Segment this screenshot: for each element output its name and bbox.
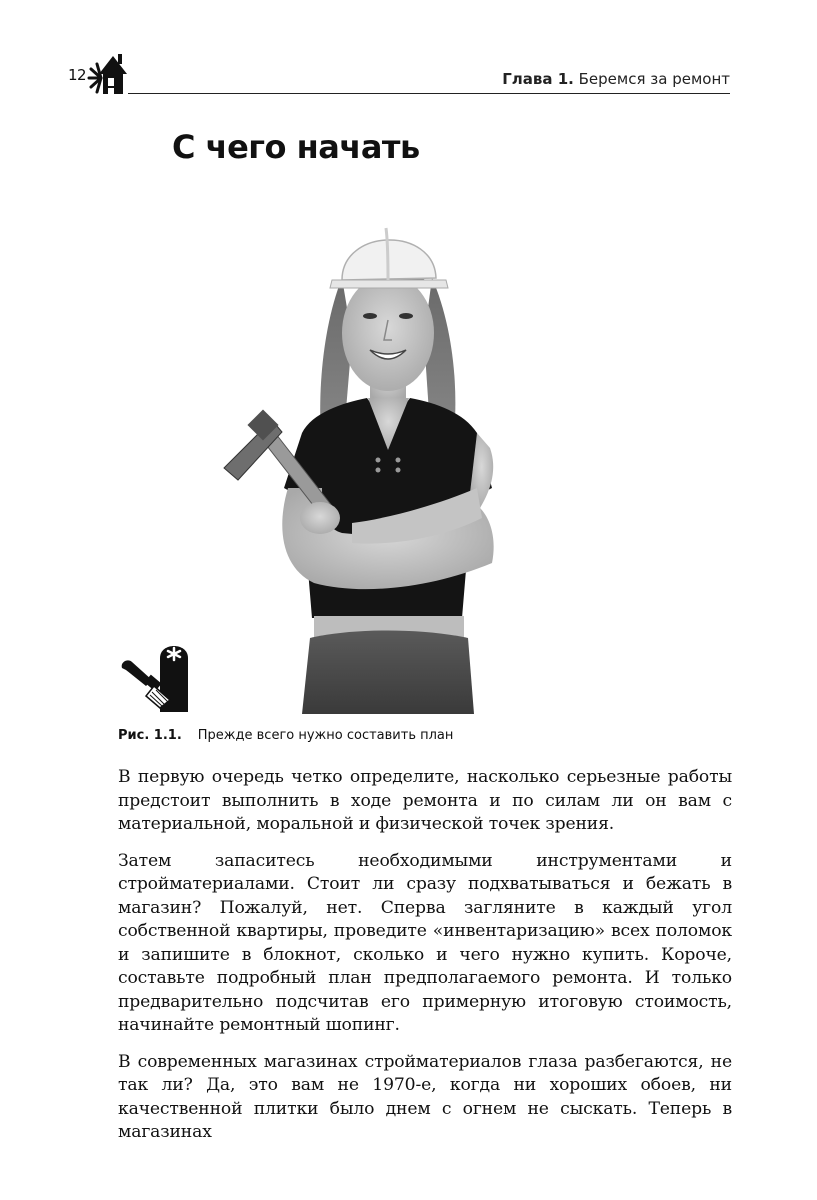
section-title: С чего начать [172,128,420,166]
chapter-name: Беремся за ремонт [578,70,730,88]
paint-brush-margin-icon [118,636,194,712]
paragraph: Затем запаситесь необходимыми инструментами и стройматериалами. Стоит ли сразу подхватываться и бежать в магазин? Пожалуй, нет. Сперва загляните в каждый угол собственной квартиры, проведите «инвентаризацию» всех поломок и запишите в блокнот, сколько и чего нужно купить. Короче, составьте подробный план предполагаемого ремонта. И только предварительно подсчитав его примерную итоговую стоимость, начинайте ремонтный шопинг. [118,850,732,1035]
chapter-label: Глава 1. [502,70,574,88]
house-sun-logo-icon [85,48,131,96]
figure-caption-text: Прежде всего нужно составить план [197,728,454,743]
page-number: 12 [68,66,87,84]
figure-caption [118,728,453,743]
figure-label: Рис. 1.1. [118,728,182,743]
body-text [118,766,732,1158]
paragraph: В современных магазинах стройматериалов глаза разбегаются, не так ли? Да, это вам не 1970-е, когда ни хороших обоев, ни качественной плитки было днем с огнем не сыскать. Теперь в магазинах [118,1051,732,1142]
header-divider [128,93,730,94]
chapter-title [502,70,730,88]
paragraph: В первую очередь четко определите, насколько серьезные работы предстоит выполнить в ходе ремонта и по силам ли он вам с материальной, моральной и физической точек зрения. [118,767,732,834]
running-header [68,48,730,96]
woman-in-hard-hat-photo [192,188,572,714]
